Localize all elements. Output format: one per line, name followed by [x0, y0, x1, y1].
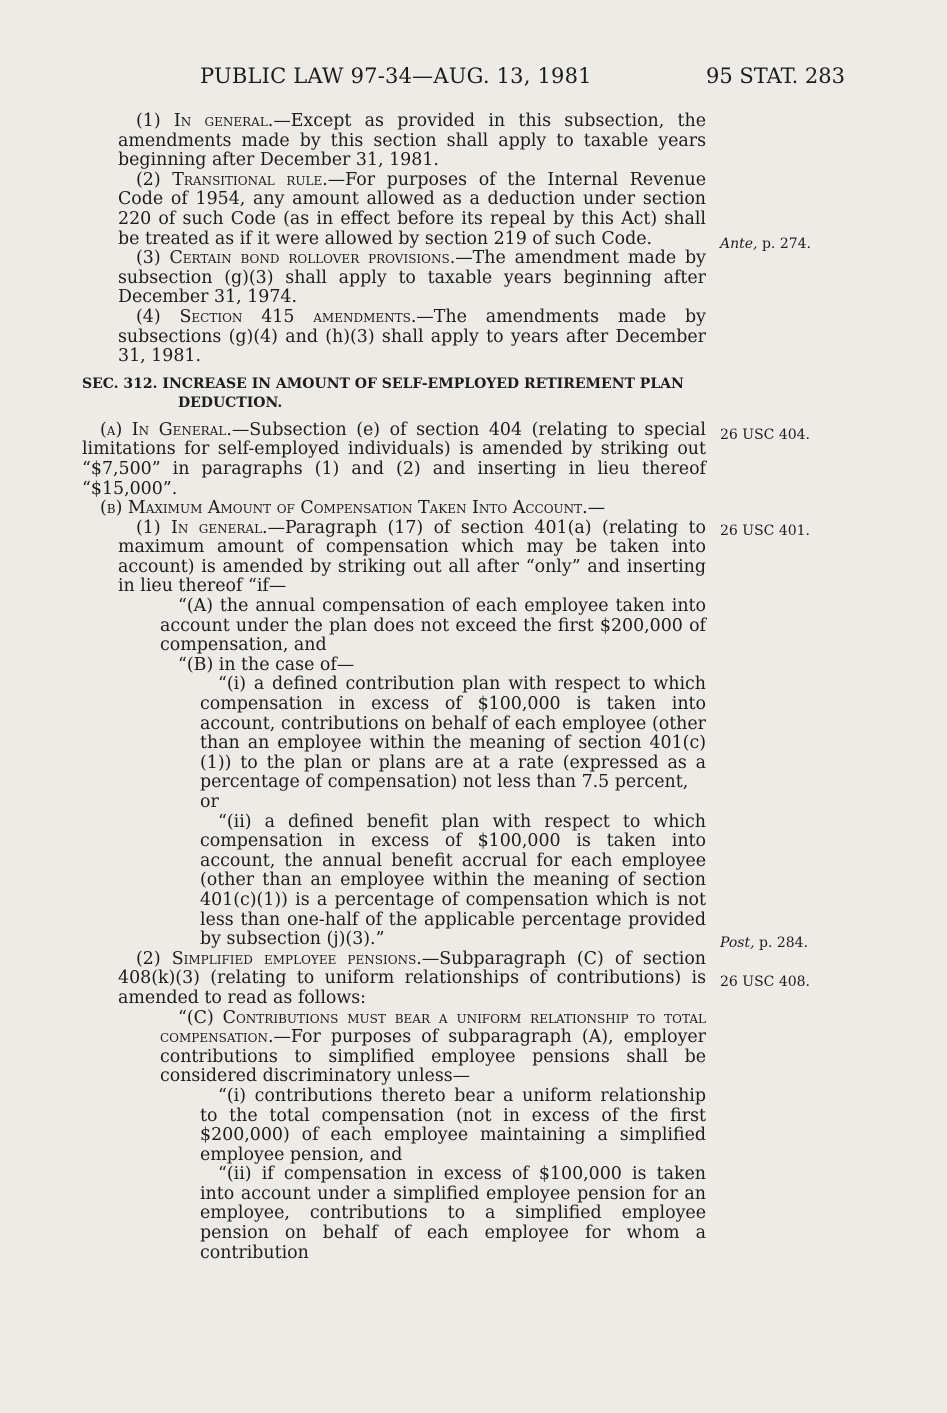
quoted-subparagraph-c — [82, 1009, 706, 1087]
subsection-a — [82, 421, 706, 499]
paragraph-2 — [82, 171, 706, 249]
margin-note-usc-401-text: 26 USC 401. — [720, 523, 810, 539]
quoted-clause-b: “(B) in the case of— — [178, 654, 355, 675]
subsection-b-paragraph-2-heading: (2) Simplified employee pensions. — [136, 948, 422, 969]
subsection-b-paragraph-2 — [82, 950, 706, 1009]
margin-note-post — [720, 935, 808, 951]
subsection-b-paragraph-1-heading: (1) In general. — [136, 517, 268, 538]
quoted-clause-b-i: “(i) a defined contribution plan with respect to which compensation in excess of $100,000 is taken into account, contributions on behalf of each employee (other than an employee within the meaning of section 401(c)(1)) to the plan or plans are at a rate (expressed as a percentage of compensation) not less than 7.5 percent, — [200, 674, 706, 793]
subsection-b-heading: (b) Maximum Amount of Compensation Taken Into Account. — [100, 498, 588, 519]
subsection-b-paragraph-1-text: —Paragraph (17) of section 401(a) (relating to maximum amount of compensation which may be taken into account) is amended by striking out all after “only” and inserting in lieu thereof “if— — [118, 517, 706, 597]
margin-note-usc-408-text: 26 USC 408. — [720, 974, 810, 990]
quoted-subparagraph-c-heading: “(C) Contributions must bear a uniform relationship to total compensation. — [160, 1007, 706, 1048]
margin-note-usc-401 — [720, 523, 810, 539]
subsection-b-paragraph-2-text: —Subparagraph (C) of section 408(k)(3) (relating to uniform relationships of contributions) is amended to read as follows: — [118, 948, 706, 1008]
margin-note-usc-404-text: 26 USC 404. — [720, 427, 810, 443]
subsection-b-text: — — [587, 498, 606, 519]
quoted-clause-b-or: or — [200, 792, 219, 812]
quoted-subparagraph-c-i: “(i) contributions thereto bear a uniform relationship to the total compensation (not in excess of the first $200,000) of each employee maintaining a simplified employee pension, and — [200, 1085, 706, 1165]
main-text-column — [82, 112, 706, 1263]
subsection-b — [82, 499, 706, 519]
margin-note-ante-italic: Ante, — [720, 236, 758, 252]
paragraph-1-text: —Except as provided in this subsection, the amendments made by this section shall apply to taxable years beginning after December 31, 1981. — [118, 111, 706, 171]
quoted-clause-b-ii: “(ii) a defined benefit plan with respect to which compensation in excess of $100,000 is taken into account, the annual benefit accrual for each employee (other than an employee within the meaning of section 401(c)(1)) is a percentage of compensation which is not less than one-half of the applicable percentage provided by subsection (j)(3).” — [200, 811, 706, 950]
running-header-title: PUBLIC LAW 97-34—AUG. 13, 1981 — [200, 64, 592, 88]
subsection-a-text: —Subsection (e) of section 404 (relating to special limitations for self-employed individuals) is amended by striking out “$7,500” in paragraphs (1) and (2) and inserting in lieu thereof “$15,000”. — [82, 419, 706, 499]
subsection-b-paragraph-1 — [82, 519, 706, 597]
subsection-a-heading: (a) In General. — [100, 419, 232, 440]
paragraph-3 — [82, 249, 706, 308]
margin-note-ante-text: p. 274. — [757, 236, 811, 252]
margin-note-ante — [720, 236, 811, 252]
section-heading: SEC. 312. INCREASE IN AMOUNT OF SELF-EMPLOYED RETIREMENT PLAN DEDUCTION. — [82, 375, 684, 411]
running-header-stat-page: 95 STAT. 283 — [706, 64, 846, 88]
paragraph-4-text: —The amendments made by subsections (g)(4) and (h)(3) shall apply to years after December 31, 1981. — [118, 306, 707, 367]
paragraph-1-heading: (1) In general. — [136, 111, 274, 131]
paragraph-4 — [82, 308, 706, 367]
paragraph-2-text: —For purposes of the Internal Revenue Code of 1954, any amount allowed as a deduction under section 220 of such Code (as in effect before its repeal by this Act) shall be treated as if it were allowed by section 219 of such Code. — [118, 169, 706, 249]
quoted-subparagraph-c-text: —For purposes of subparagraph (A), employer contributions to simplified employee pensions shall be considered discriminatory unless— — [160, 1027, 706, 1087]
margin-note-post-italic: Post, — [720, 935, 755, 951]
margin-note-post-text: p. 284. — [754, 935, 809, 951]
paragraph-4-heading: (4) Section 415 amendments. — [136, 306, 417, 327]
quoted-subparagraph-c-ii: “(ii) if compensation in excess of $100,000 is taken into account under a simplified employee pension for an employee, contributions to a simplified employee pension on behalf of each employee for whom a contribution — [200, 1164, 706, 1263]
paragraph-3-heading: (3) Certain bond rollover provisions. — [136, 248, 456, 269]
paragraph-2-heading: (2) Transitional rule. — [136, 169, 328, 190]
paragraph-3-text: —The amendment made by subsection (g)(3) shall apply to taxable years beginning after December 31, 1974. — [118, 248, 706, 308]
margin-note-usc-408 — [720, 974, 810, 990]
quoted-clause-a: “(A) the annual compensation of each employee taken into account under the plan does not exceed the first $200,000 of compensation, and — [160, 596, 706, 656]
margin-note-usc-404 — [720, 427, 810, 443]
paragraph-1 — [82, 112, 706, 171]
